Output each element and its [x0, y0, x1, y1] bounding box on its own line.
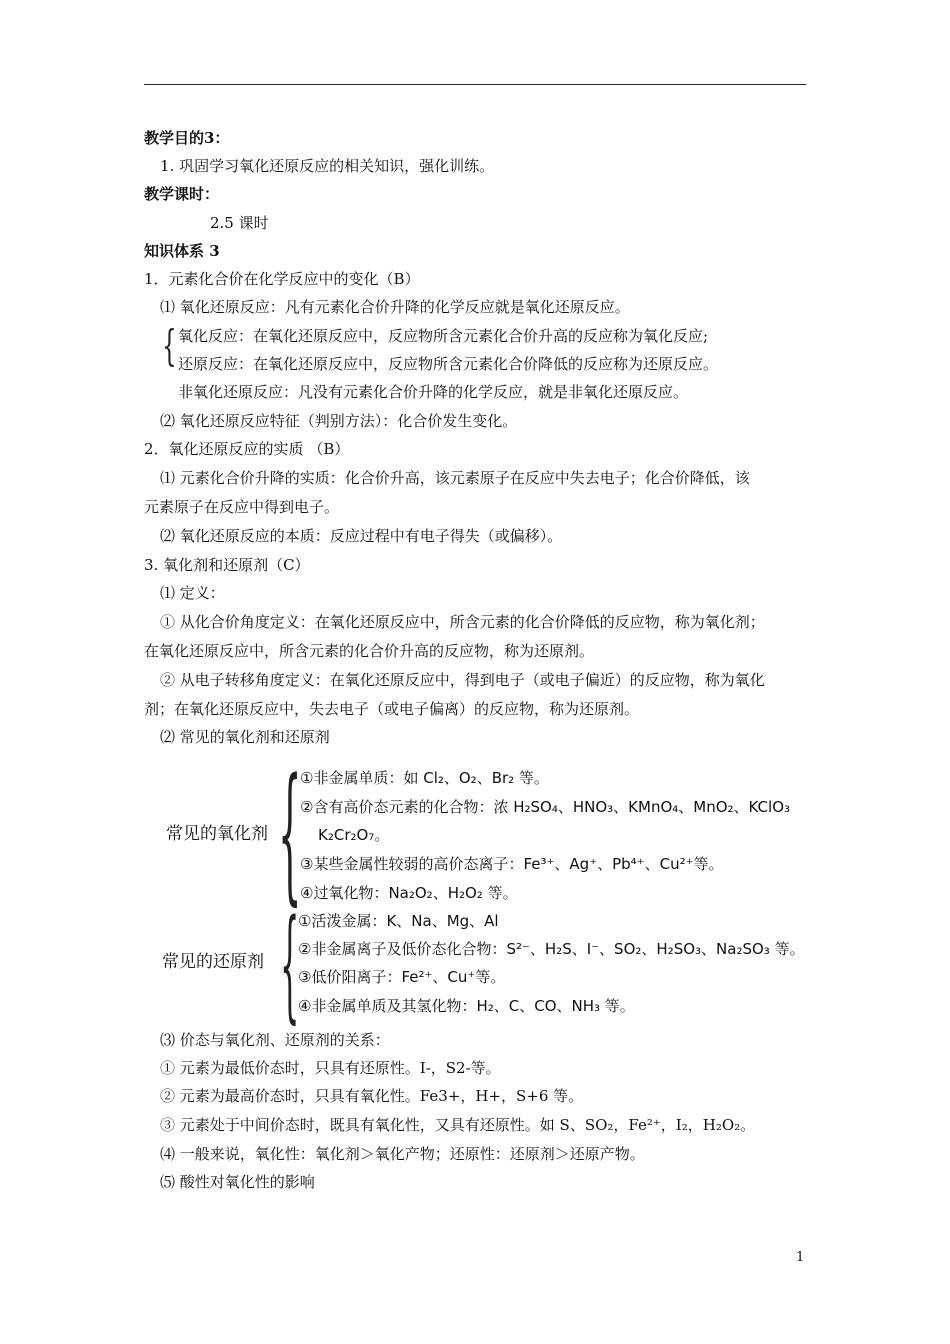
teaching-hours-value: 2.5 课时	[210, 214, 269, 232]
section2-p2: ⑵ 氧化还原反应的本质：反应过程中有电子得失（或偏移）。	[160, 527, 563, 545]
reductant-item-3: ③低价阳离子：Fe²⁺、Cu⁺等。	[298, 968, 506, 986]
oxidation-reaction-def: 氧化反应：在氧化还原反应中，反应物所含元素化合价升高的反应称为氧化反应;	[178, 327, 709, 345]
valence-relation-label: ⑶ 价态与氧化剂、还原剂的关系：	[160, 1031, 390, 1049]
oxidant-item-4: ④过氧化物：Na₂O₂、H₂O₂ 等。	[300, 884, 518, 902]
relation-item-5: ⑸ 酸性对氧化性的影响	[160, 1173, 315, 1191]
section1-p1: ⑴ 氧化还原反应：凡有元素化合价升降的化学反应就是氧化还原反应。	[160, 298, 630, 316]
reductant-item-2: ②非金属离子及低价态化合物：S²⁻、H₂S、I⁻、SO₂、H₂SO₃、Na₂SO₃ 等。	[298, 940, 805, 958]
definition1-line2: 在氧化还原反应中，所含元素的化合价升高的反应物，称为还原剂。	[144, 642, 595, 660]
oxidant-item-1: ①非金属单质：如 Cl₂、O₂、Br₂ 等。	[300, 769, 549, 787]
relation-item-2: ② 元素为最高价态时，只具有氧化性。Fe3+，H+，S+6 等。	[160, 1087, 584, 1105]
non-redox-def: 非氧化还原反应：凡没有元素化合价升降的化学反应，就是非氧化还原反应。	[178, 383, 689, 401]
reductant-item-4: ④非金属单质及其氢化物：H₂、C、CO、NH₃ 等。	[298, 997, 635, 1015]
relation-item-1: ① 元素为最低价态时，只具有还原性。I-，S2-等。	[160, 1059, 501, 1077]
section2-heading: 2．氧化还原反应的实质 （B）	[144, 440, 350, 458]
section2-p1b: 元素原子在反应中得到电子。	[144, 498, 340, 516]
common-agents-label: ⑵ 常见的氧化剂和还原剂	[160, 728, 330, 746]
definition2-line1: ② 从电子转移角度定义：在氧化还原反应中，得到电子（或电子偏近）的反应物，称为氧化	[160, 671, 765, 689]
section3-heading: 3. 氧化剂和还原剂（C）	[144, 556, 310, 574]
oxidant-item-2b: K₂Cr₂O₇。	[318, 826, 390, 844]
definition1-line1: ① 从化合价角度定义：在氧化还原反应中，所含元素的化合价降低的反应物，称为氧化剂；	[160, 613, 765, 631]
reduction-reaction-def: 还原反应：在氧化还原反应中，反应物所含元素化合价降低的反应称为还原反应。	[178, 355, 719, 373]
oxidants-label: 常见的氧化剂	[166, 824, 268, 844]
reductants-label: 常见的还原剂	[162, 952, 264, 972]
teaching-goal-title: 教学目的3：	[144, 129, 230, 147]
reductants-brace-icon: {	[280, 893, 300, 1035]
definition-label: ⑴ 定义：	[160, 584, 225, 602]
section1-heading: 1．元素化合价在化学反应中的变化（B）	[144, 270, 420, 288]
header-rule	[144, 84, 806, 85]
teaching-goal-item: 1. 巩固学习氧化还原反应的相关知识，强化训练。	[160, 157, 495, 175]
oxidants-brace-icon: {	[278, 747, 302, 919]
reductant-item-1: ①活泼金属：K、Na、Mg、Al	[298, 912, 499, 930]
teaching-hours-title: 教学课时：	[144, 185, 220, 203]
relation-item-4: ⑷ 一般来说，氧化性：氧化剂＞氧化产物；还原性：还原剂＞还原产物。	[160, 1145, 645, 1163]
relation-item-3: ③ 元素处于中间价态时，既具有氧化性，又具有还原性。如 S、SO₂，Fe²⁺，I₂，H₂O₂。	[160, 1116, 756, 1134]
oxidant-item-2: ②含有高价态元素的化合物：浓 H₂SO₄、HNO₃、KMnO₄、MnO₂、KClO₃	[300, 798, 791, 816]
section2-p1a: ⑴ 元素化合价升降的实质：化合价升高，该元素原子在反应中失去电子；化合价降低，该	[160, 469, 750, 487]
page-number: 1	[796, 1250, 805, 1265]
oxidant-item-3: ③某些金属性较弱的高价态离子：Fe³⁺、Ag⁺、Pb⁴⁺、Cu²⁺等。	[300, 855, 724, 873]
section1-p2: ⑵ 氧化还原反应特征（判别方法）：化合价发生变化。	[160, 412, 518, 430]
curly-brace-icon: {	[162, 321, 177, 370]
knowledge-system-title: 知识体系 3	[144, 242, 220, 260]
definition2-line2: 剂；在氧化还原反应中，失去电子（或电子偏离）的反应物，称为还原剂。	[144, 700, 640, 718]
